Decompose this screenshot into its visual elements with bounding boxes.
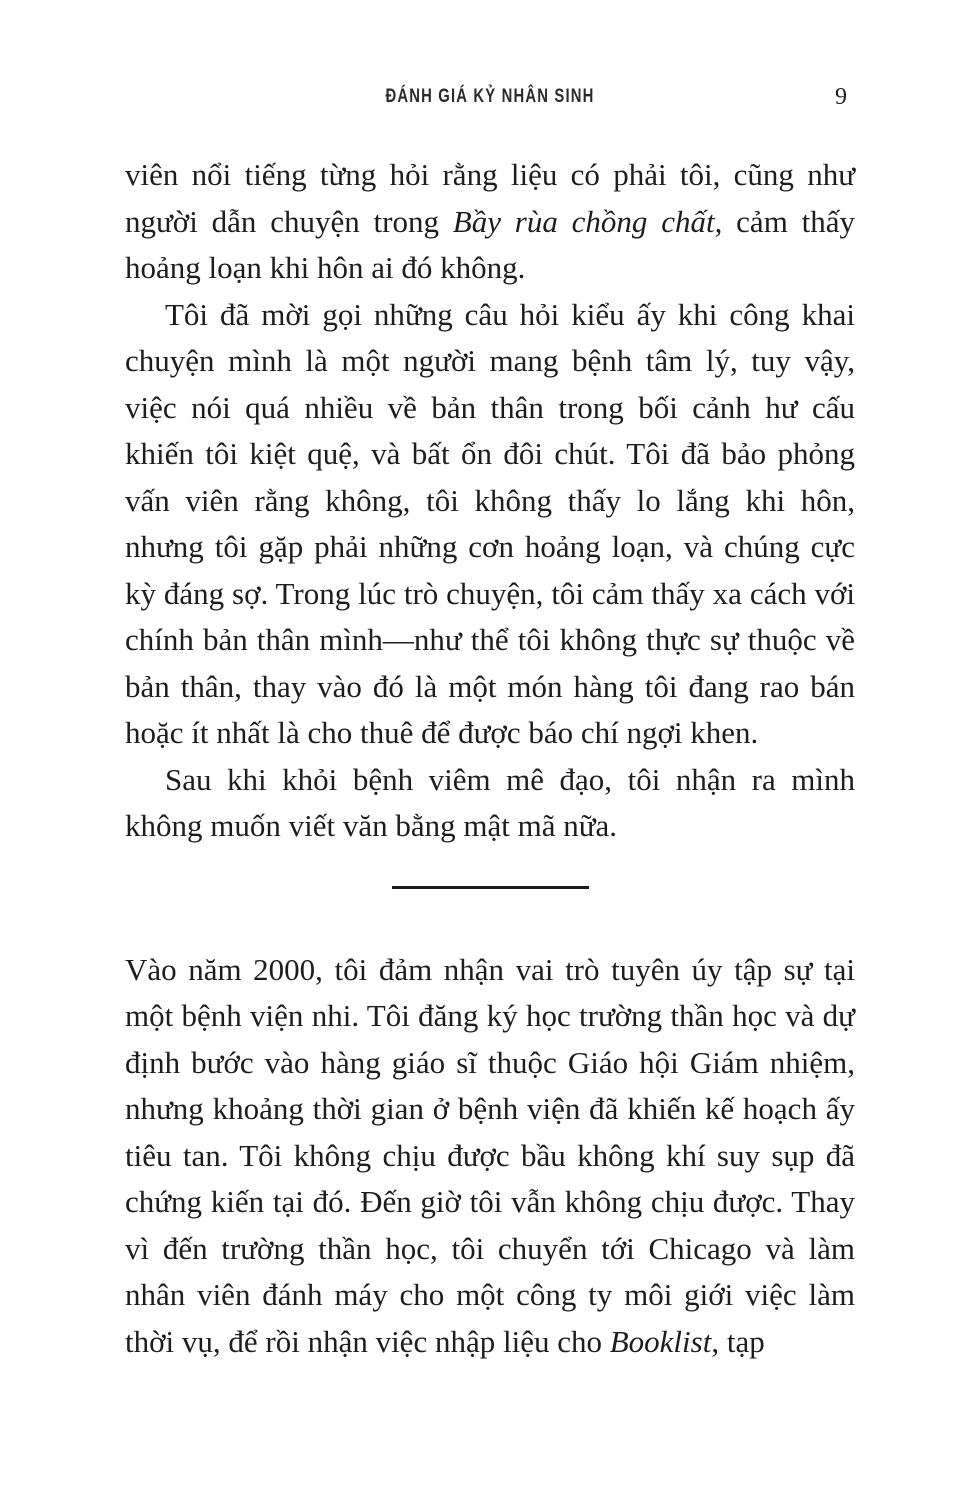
text-segment: , cảm thấy hoảng loạn khi hôn ai đó không. xyxy=(125,203,855,285)
text-segment: , tạp xyxy=(711,1323,765,1359)
paragraph xyxy=(125,947,855,1366)
italic-text-segment: Booklist xyxy=(609,1323,712,1359)
text-segment: Vào năm 2000, tôi đảm nhận vai trò tuyên úy tập sự tại một bệnh viện nhi. Tôi đăng ký học trường thần học và dự định bước vào hàng giáo sĩ thuộc Giáo hội Giám nhiệm, nhưng khoảng thời gian ở bệnh viện đã khiến kế hoạch ấy tiêu tan. Tôi không chịu được bầu không khí suy sụp đã chứng kiến tại đó. Đến giờ tôi vẫn không chịu được. Thay vì đến trường thần học, tôi chuyển tới Chicago và làm nhân viên đánh máy cho một công ty môi giới việc làm thời vụ, để rồi nhận việc nhập liệu cho xyxy=(125,951,855,1359)
page-header xyxy=(125,84,855,112)
page-number: 9 xyxy=(835,84,847,110)
paragraph xyxy=(125,292,855,757)
body-text xyxy=(125,152,855,1365)
running-header-title: ĐÁNH GIÁ KỶ NHÂN SINH xyxy=(385,86,595,107)
text-segment: Sau khi khỏi bệnh viêm mê đạo, tôi nhận ra mình không muốn viết văn bằng mật mã nữa. xyxy=(125,761,855,843)
section-divider xyxy=(392,886,589,889)
paragraph xyxy=(125,757,855,850)
italic-text-segment: Bầy rùa chồng chất xyxy=(452,203,715,239)
text-segment: Tôi đã mời gọi những câu hỏi kiểu ấy khi công khai chuyện mình là một người mang bệnh tâm lý, tuy vậy, việc nói quá nhiều về bản thân trong bối cảnh hư cấu khiến tôi kiệt quệ, và bất ổn đôi chút. Tôi đã bảo phỏng vấn viên rằng không, tôi không thấy lo lắng khi hôn, nhưng tôi gặp phải những cơn hoảng loạn, và chúng cực kỳ đáng sợ. Trong lúc trò chuyện, tôi cảm thấy xa cách với chính bản thân mình—như thể tôi không thực sự thuộc về bản thân, thay vào đó là một món hàng tôi đang rao bán hoặc ít nhất là cho thuê để được báo chí ngợi khen. xyxy=(125,296,855,750)
paragraph xyxy=(125,152,855,292)
text-segment: viên nổi tiếng từng hỏi rằng liệu có phải tôi, cũng như người dẫn chuyện trong xyxy=(125,157,855,239)
